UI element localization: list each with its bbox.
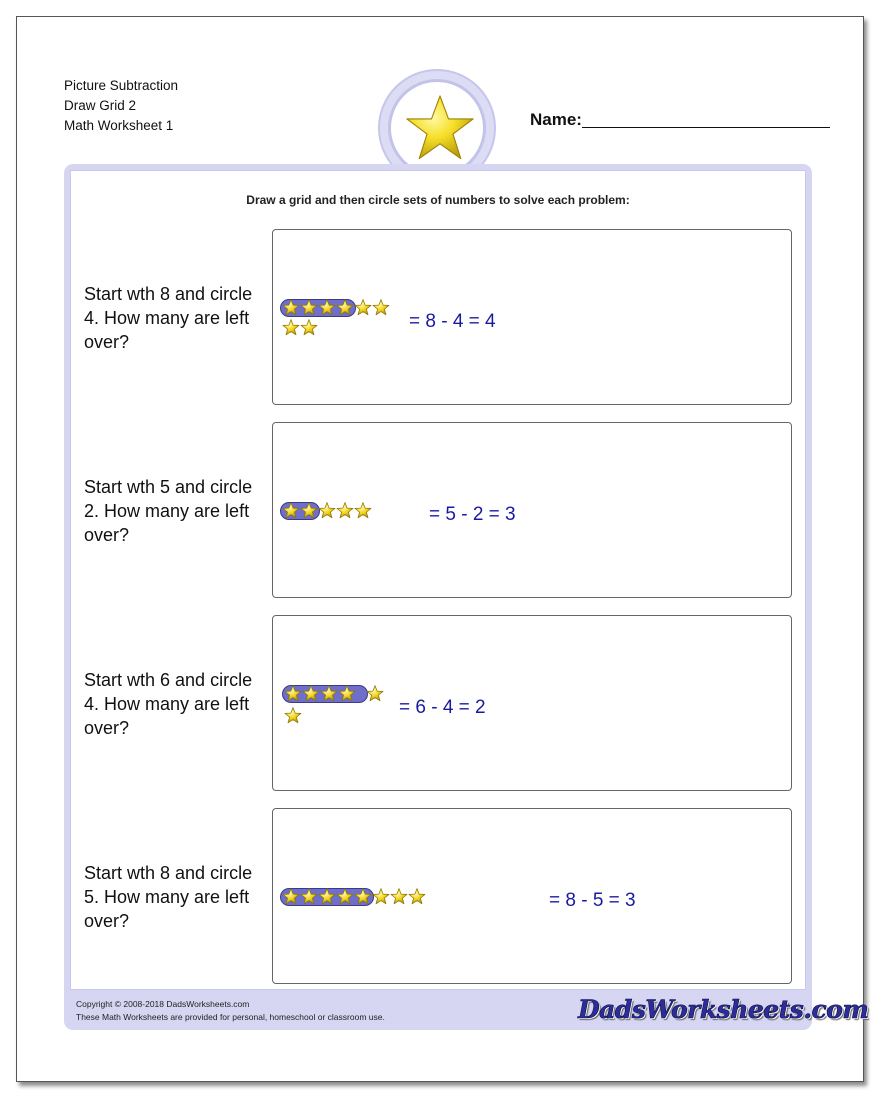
problem-4-answer-box[interactable] [272, 808, 792, 984]
star-icon [367, 686, 383, 701]
star-icon [373, 300, 389, 315]
footer-copyright [76, 998, 385, 1024]
problem-4-text: Start wth 8 and circle 5. How many are left over? [84, 863, 253, 931]
problem-2-answer-box[interactable] [272, 422, 792, 598]
title-line-3: Math Worksheet 1 [64, 118, 174, 133]
copyright-text: Copyright © 2008-2018 DadsWorksheets.com [76, 999, 250, 1009]
problem-1-equation: = 8 - 4 = 4 [409, 311, 496, 332]
star-badge-inner [388, 79, 486, 177]
problem-2-text: Start wth 5 and circle 2. How many are left over? [84, 477, 253, 545]
title-line-2: Draw Grid 2 [64, 98, 137, 113]
problem-3-text: Start wth 6 and circle 4. How many are left over? [84, 670, 253, 738]
problem-1-answer-box[interactable] [272, 229, 792, 405]
star-icon [337, 503, 353, 518]
problem-2-equation: = 5 - 2 = 3 [429, 504, 516, 525]
problem-2-stars [273, 423, 793, 599]
instructions: Draw a grid and then circle sets of numbers to solve each problem: [246, 193, 630, 207]
usage-notice: These Math Worksheets are provided for personal, homeschool or classroom use. [76, 1012, 385, 1022]
star-icon [355, 300, 371, 315]
problem-4-stars [273, 809, 793, 985]
star-icon [355, 503, 371, 518]
problem-1-text: Start wth 8 and circle 4. How many are left over? [84, 284, 253, 352]
problem-4-equation: = 8 - 5 = 3 [549, 890, 636, 911]
star-icon [283, 320, 299, 335]
title-line-1: Picture Subtraction [64, 78, 179, 93]
problem-3-answer-box[interactable] [272, 615, 792, 791]
name-field[interactable] [582, 127, 830, 128]
problem-3-equation: = 6 - 4 = 2 [399, 697, 486, 718]
star-icon [409, 889, 425, 904]
star-icon [373, 889, 389, 904]
star-icon [391, 889, 407, 904]
name-label: Name: [530, 110, 582, 129]
star-icon [319, 503, 335, 518]
star-icon [285, 708, 301, 723]
star-icon [301, 320, 317, 335]
star-icon [404, 93, 476, 165]
dadsworksheets-logo[interactable]: DadsWorksheets.com [578, 995, 869, 1024]
worksheet-title [64, 76, 178, 136]
problem-3-stars [273, 616, 793, 792]
problem-1-stars [273, 230, 793, 406]
